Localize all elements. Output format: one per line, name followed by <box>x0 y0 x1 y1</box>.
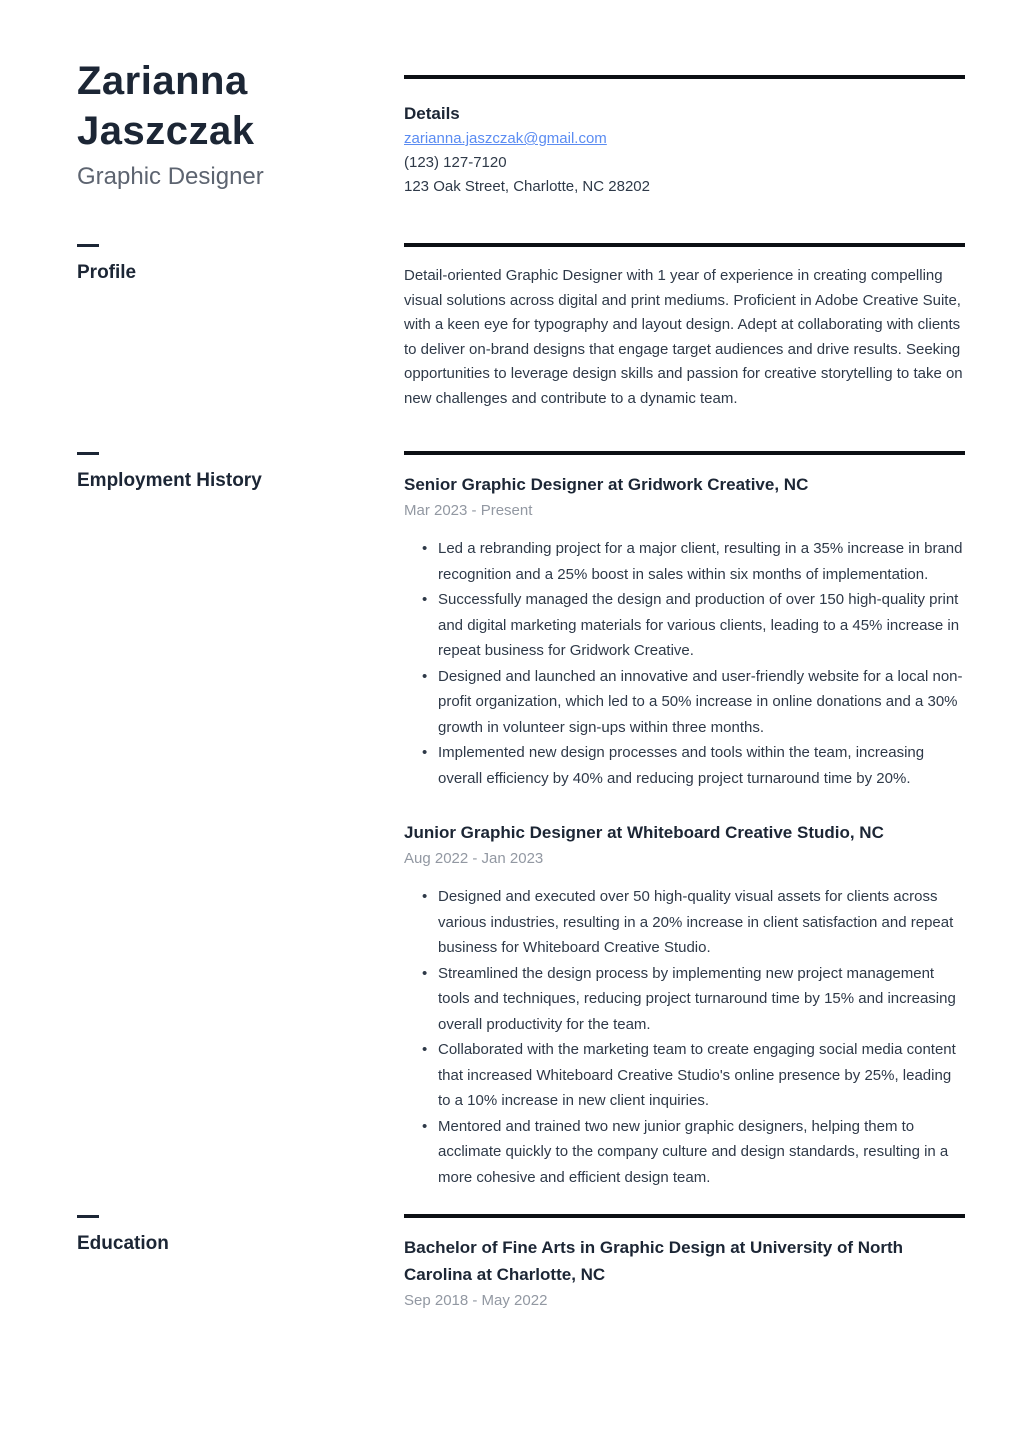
employment-section <box>77 451 965 1190</box>
employment-heading-block <box>77 451 404 1190</box>
candidate-job-title: Graphic Designer <box>77 163 264 190</box>
education-section-rule <box>404 1214 965 1218</box>
education-content <box>404 1214 965 1312</box>
job-bullet: • Collaborated with the marketing team to create engaging social media content that increased Whiteboard Creative Studio's online presence by 25%, leading to a 10% increase in new client inquiries. <box>422 1037 965 1114</box>
address: 123 Oak Street, Charlotte, NC 28202 <box>404 178 650 195</box>
job-entry <box>404 819 965 1190</box>
job-title: Junior Graphic Designer at Whiteboard Creative Studio, NC <box>404 823 884 842</box>
education-dates: Sep 2018 - May 2022 <box>404 1292 548 1309</box>
job-bullet: • Led a rebranding project for a major client, resulting in a 35% increase in brand recognition and a 25% boost in sales within six months of implementation. <box>422 536 965 587</box>
employment-content <box>404 451 965 1190</box>
candidate-last-name: Jaszczak <box>77 109 255 153</box>
degree-title: Bachelor of Fine Arts in Graphic Design at University of North Carolina at Charlotte, NC <box>404 1238 904 1284</box>
job-bullet: • Implemented new design processes and tools within the team, increasing overall efficiency by 40% and reducing project turnaround time by 20%. <box>422 740 965 791</box>
employment-heading: Employment History <box>77 470 262 491</box>
phone-number: (123) 127-7120 <box>404 154 507 171</box>
education-heading-block <box>77 1214 404 1312</box>
details-heading: Details <box>404 104 460 123</box>
job-bullet-list <box>422 884 965 1190</box>
header-section <box>77 56 965 199</box>
identity-block <box>77 56 404 199</box>
job-bullet: • Streamlined the design process by implementing new project management tools and techniques, reducing project turnaround time by 15% and increasing overall productivity for the team. <box>422 961 965 1038</box>
candidate-first-name: Zarianna <box>77 59 248 103</box>
job-bullet: • Successfully managed the design and production of over 150 high-quality print and digital marketing materials for various clients, leading to a 45% increase in repeat business for Gridwork Creative. <box>422 587 965 664</box>
education-heading: Education <box>77 1233 169 1254</box>
heading-dash <box>77 244 99 247</box>
job-dates: Mar 2023 - Present <box>404 502 533 519</box>
job-bullet: • Designed and launched an innovative and user-friendly website for a local non-profit organization, which led to a 50% increase in online donations and a 30% growth in volunteer sign-ups within three months. <box>422 664 965 741</box>
candidate-name <box>77 56 404 156</box>
job-bullet-list <box>422 536 965 791</box>
details-block <box>404 56 965 199</box>
job-bullet: • Mentored and trained two new junior graphic designers, helping them to acclimate quickly to the company culture and design standards, resulting in a more cohesive and efficient design team. <box>422 1114 965 1191</box>
email-link[interactable]: zarianna.jaszczak@gmail.com <box>404 130 607 147</box>
heading-dash <box>77 452 99 455</box>
details-section-rule <box>404 75 965 79</box>
profile-section-rule <box>404 243 965 247</box>
profile-text: Detail-oriented Graphic Designer with 1 year of experience in creating compelling visual solutions across digital and print mediums. Proficient in Adobe Creative Suite, with a keen eye for typography and layout design. Adept at collaborating with clients to deliver on-brand designs that engage target audiences and drive results. Seeking opportunities to leverage design skills and passion for creative storytelling to take on new challenges and contribute to a dynamic team. <box>404 267 963 407</box>
profile-section <box>77 243 965 411</box>
job-title: Senior Graphic Designer at Gridwork Creative, NC <box>404 475 809 494</box>
job-dates: Aug 2022 - Jan 2023 <box>404 850 544 867</box>
heading-dash <box>77 1215 99 1218</box>
job-entry <box>404 471 965 791</box>
profile-content <box>404 243 965 411</box>
profile-heading-block <box>77 243 404 411</box>
job-bullet: • Designed and executed over 50 high-quality visual assets for clients across various industries, resulting in a 20% increase in client satisfaction and repeat business for Whiteboard Creative Studio. <box>422 884 965 961</box>
education-section <box>77 1214 965 1312</box>
employment-section-rule <box>404 451 965 455</box>
profile-heading: Profile <box>77 262 137 283</box>
